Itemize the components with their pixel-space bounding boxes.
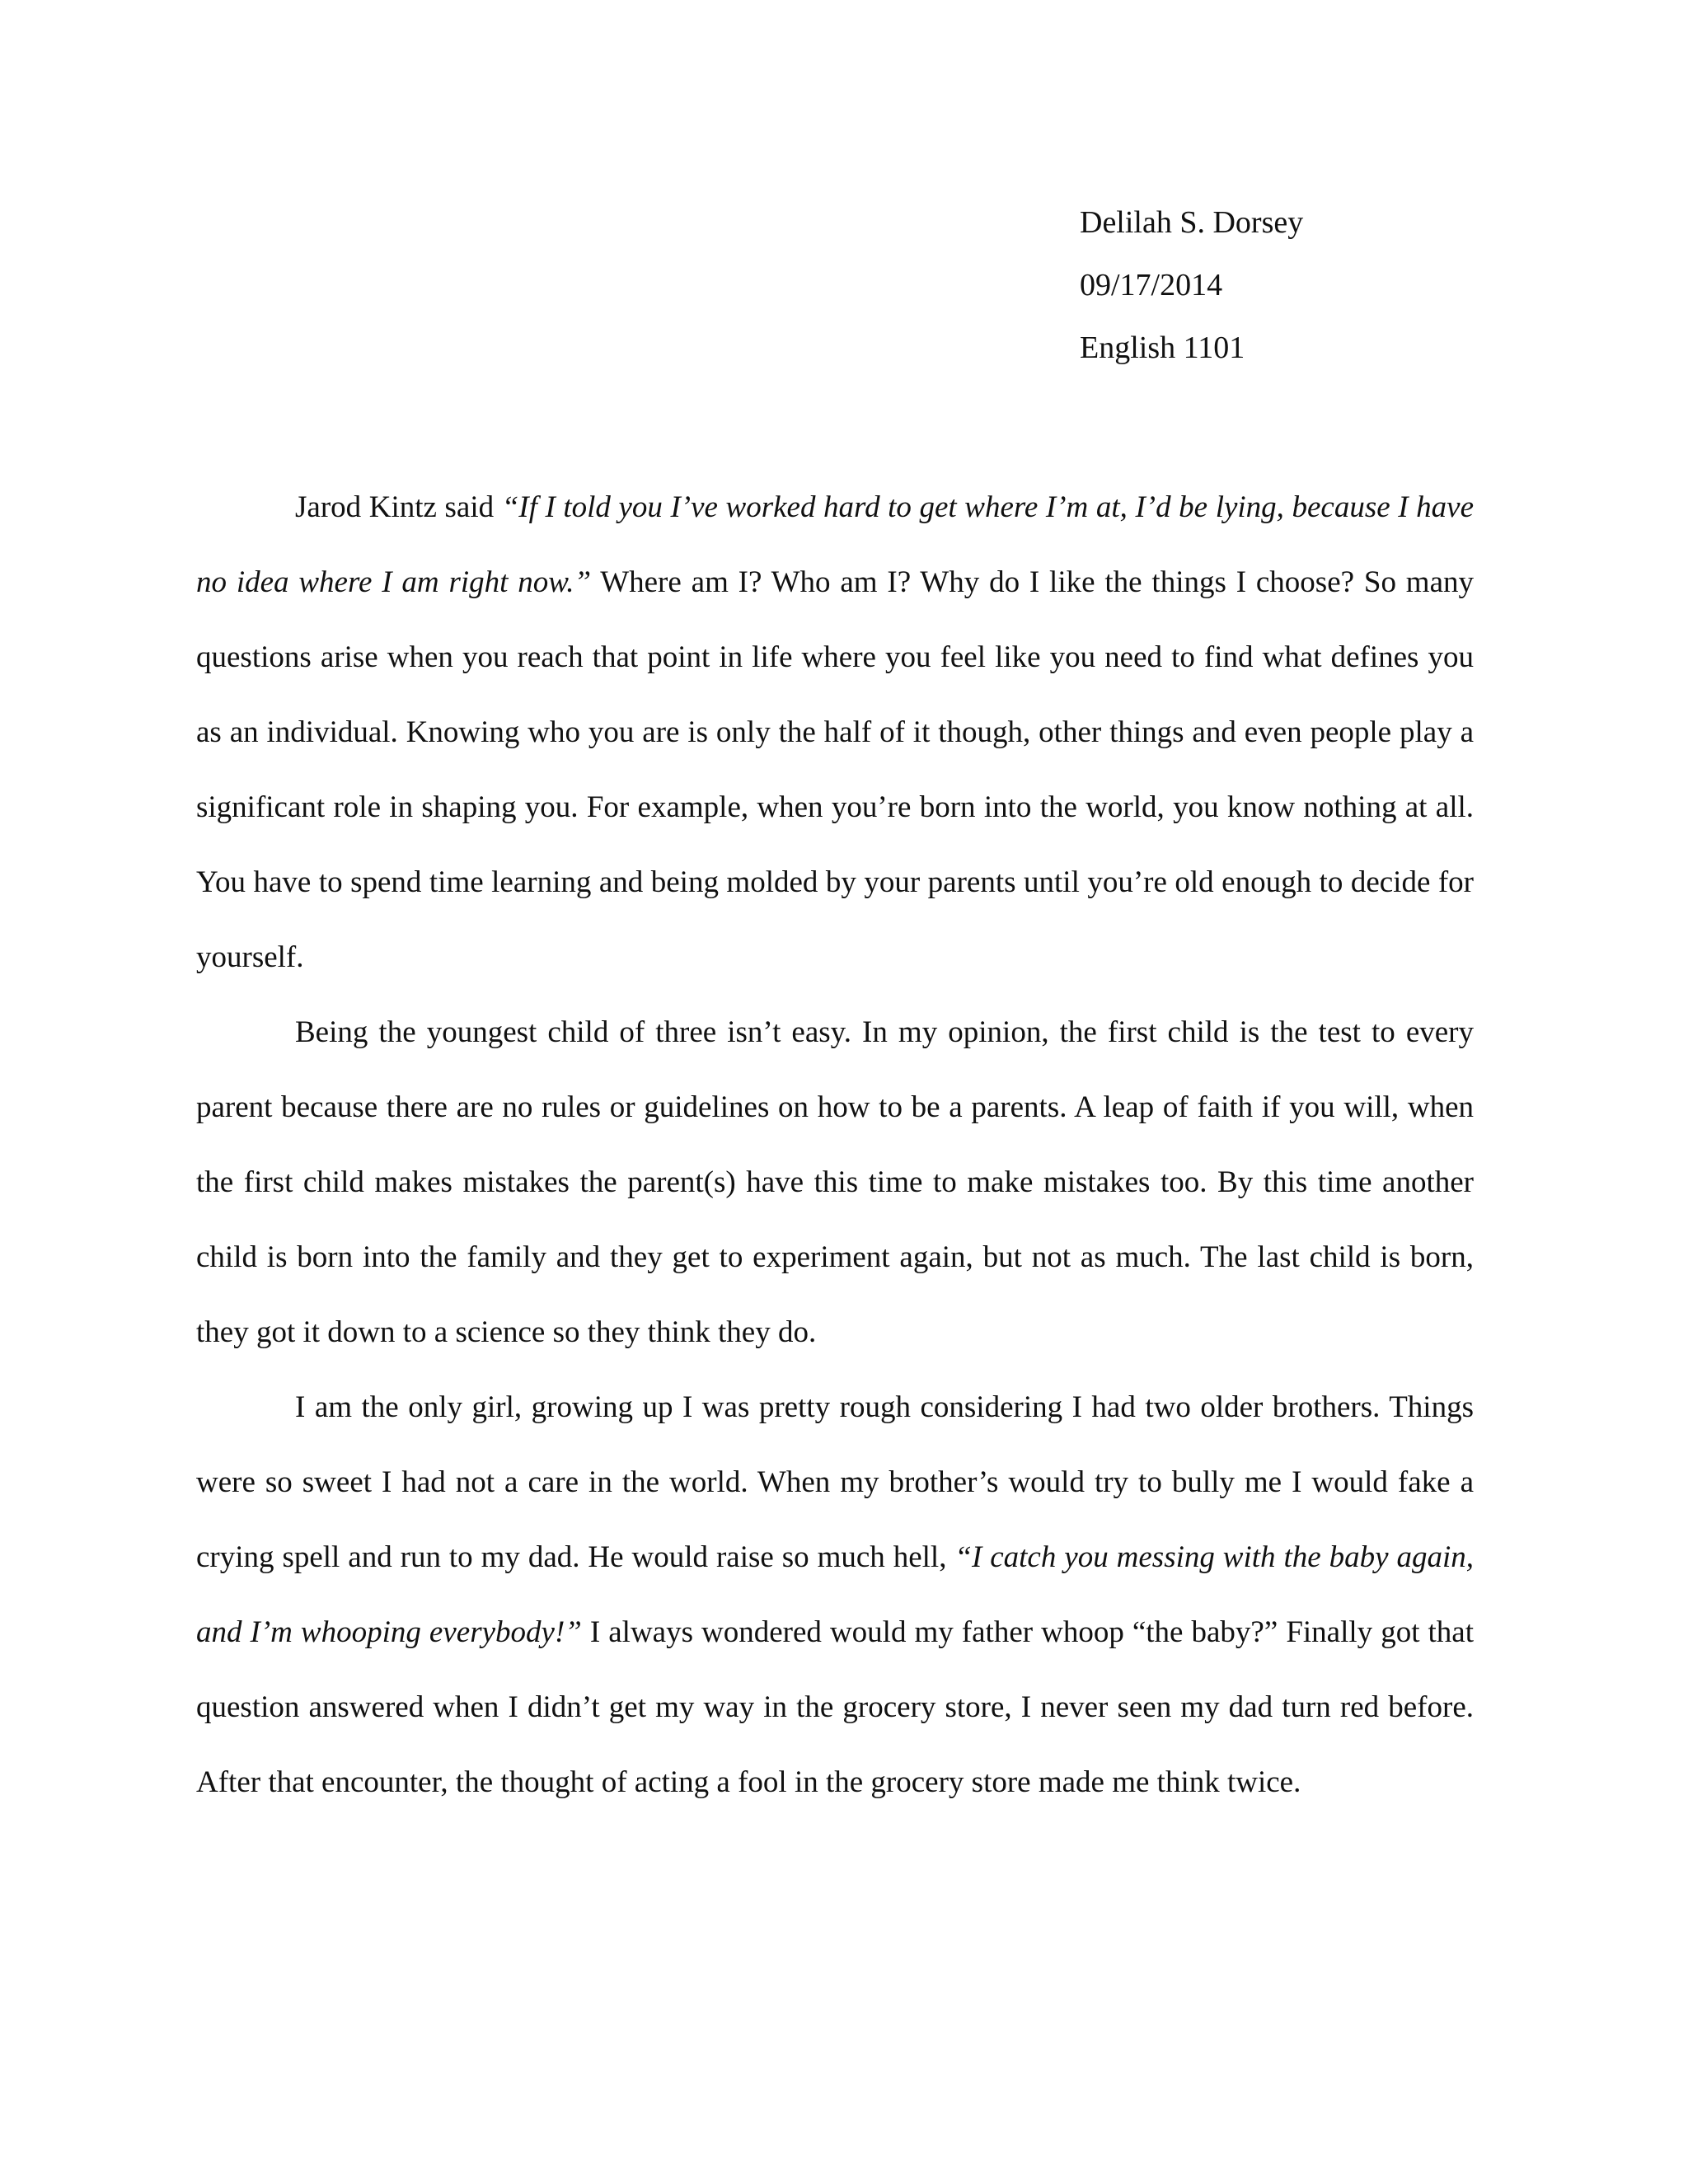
kintz-quote: “If I told you I’ve worked hard to get where I’m at, I’d be lying, because I have no idea where I am right now.” (196, 490, 1474, 599)
father-quote: “I catch you messing with the baby again, and I’m whooping everybody!” (196, 1540, 1475, 1649)
paragraph-3 (196, 1370, 1474, 1820)
paragraph-3-rest: I always wondered would my father whoop “the baby?” Finally got that question answered when I didn’t get my way in the grocery store, I never seen my dad turn red before. After that encounter, the thought of acting a fool in the grocery store made me think twice. (196, 1615, 1474, 1799)
author-name: Delilah S. Dorsey (1080, 205, 1304, 240)
paragraph-3-lead: I am the only girl, growing up I was pretty rough considering I had two older brothers. Things were so sweet I had not a care in the world. When my brother’s would try to bully me I would fake a crying spell and run to my dad. He would raise so much hell, (196, 1390, 1474, 1574)
paragraph-1 (196, 470, 1474, 995)
paragraph-1-rest: Where am I? Who am I? Why do I like the things I choose? So many questions arise when you reach that point in life where you feel like you need to find what defines you as an individual. Knowing who you are is only the half of it though, other things and even people play a significant role in shaping you. For example, when you’re born into the world, you know nothing at all. You have to spend time learning and being molded by your parents until you’re old enough to decide for yourself. (196, 565, 1474, 974)
essay-body (196, 470, 1474, 1820)
paragraph-2: Being the youngest child of three isn’t easy. In my opinion, the first child is the test to every parent because there are no rules or guidelines on how to be a parents. A leap of faith if you will, when the first child makes mistakes the parent(s) have this time to make mistakes too. By this time another child is born into the family and they get to experiment again, but not as much. The last child is born, they got it down to a science so they think they do. (196, 1015, 1474, 1349)
course-name: English 1101 (1080, 330, 1245, 365)
student-header (1080, 191, 1303, 379)
paragraph-1-lead: Jarod Kintz said (295, 490, 502, 524)
essay-date: 09/17/2014 (1080, 268, 1223, 302)
